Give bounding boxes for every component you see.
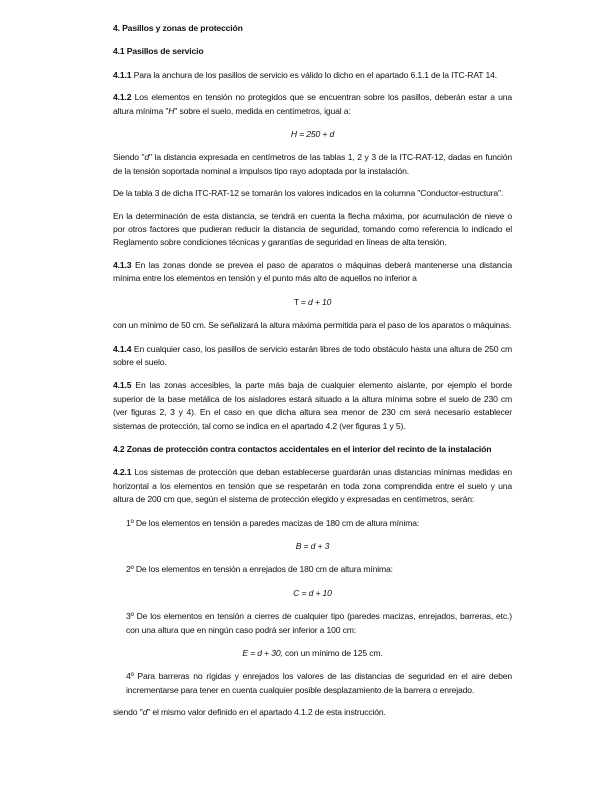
paragraph-text: " el mismo valor definido en el apartado 4.1.2 de esta instrucción.	[147, 707, 386, 718]
paragraph-4-1-3-minimum: con un mínimo de 50 cm. Se señalizará la altura máxima permitida para el paso de los aparatos o máquinas.	[113, 320, 512, 331]
clause-number: 4.1.3	[113, 259, 132, 270]
list-item-3: 3º De los elementos en tensión a cierres de cualquier tipo (paredes macizas, enrejados, barreras, etc.) con una altura que en ningún caso podrá ser inferior a 100 cm:	[126, 611, 512, 635]
section-heading: 4. Pasillos y zonas de protección	[113, 23, 243, 33]
clause-number: 4.1.2	[113, 92, 132, 103]
subsection-heading-4-2: 4.2 Zonas de protección contra contactos accidentales en el interior del recinto de la instalación	[113, 443, 492, 454]
paragraph-4-1-5	[113, 379, 512, 433]
paragraph-text: " la distancia expresada en centímetros de las tablas 1, 2 y 3 de la ITC-RAT-12, dadas en función de la tensión soportada nominal a impulsos tipo rayo adoptada por la instalación.	[113, 152, 512, 176]
formula-h: H = 250 + d	[290, 129, 335, 140]
paragraph-text: " sobre el suelo, medida en centímetros, igual a:	[174, 105, 351, 116]
paragraph-4-2-1	[113, 466, 512, 506]
formula-b: B = d + 3	[295, 540, 330, 551]
paragraph-text: Los elementos en tensión no protegidos que se encuentran sobre los pasillos, deberán estar a una altura mínima "	[113, 92, 512, 116]
paragraph-4-1-2-table: De la tabla 3 de dicha ITC-RAT-12 se tomarán los valores indicados en la columna "Conductor-estructura".	[113, 188, 504, 199]
clause-number: 4.1.5	[113, 380, 132, 391]
paragraph-text: En las zonas accesibles, la parte más baja de cualquier elemento aislante, por ejemplo el borde superior de la base metálica de los aisladores estará situado a la altura mínima sobre el suelo de 230 cm (ver figuras 2, 3 y 4). En el caso en que dicha altura sea menor de 230 cm será necesario establecer sistemas de protección, tal como se indica en el apartado 4.2 (ver figuras 1 y 5).	[113, 380, 512, 431]
variable: H	[168, 105, 175, 116]
variable: d	[142, 707, 148, 718]
paragraph-text: Para la anchura de los pasillos de servicio es válido lo dicho en el apartado 6.1.1 de la ITC-RAT 14.	[131, 69, 497, 80]
clause-number: 4.2.1	[113, 467, 132, 478]
paragraph-text: siendo "	[113, 707, 143, 718]
closing-paragraph	[113, 706, 512, 719]
list-item-2: 2º De los elementos en tensión a enrejados de 180 cm de altura mínima:	[126, 564, 393, 575]
paragraph-4-1-3	[113, 259, 512, 286]
formula-c: C = d + 10	[293, 587, 332, 598]
paragraph-text: En las zonas donde se prevea el paso de aparatos o máquinas deberá mantenerse una distancia mínima entre los elementos en tensión y el punto más alto de aquellos no inferior a	[113, 259, 512, 284]
paragraph-text: Los sistemas de protección que deban establecerse guardarán unas distancias mínimas medidas en horizontal a los elementos en tensión que se respetarán en toda zona comprendida entre el suelo y una altura de 200 cm que, según el sistema de protección elegido y expresadas en centímetros, serán:	[113, 467, 512, 505]
subsection-heading-4-1: 4.1 Pasillos de servicio	[113, 46, 204, 57]
paragraph-4-1-1	[113, 69, 512, 82]
variable: d	[144, 152, 150, 163]
formula-rhs: d + 10	[308, 296, 332, 307]
clause-number: 4.1.1	[113, 69, 132, 80]
clause-number: 4.1.4	[113, 343, 132, 354]
paragraph-4-1-2-definition	[113, 151, 512, 178]
list-item-1: 1º De los elementos en tensión a paredes macizas de 180 cm de altura mínima:	[126, 517, 420, 528]
formula-expression: E = d + 30,	[242, 648, 283, 658]
paragraph-text: En cualquier caso, los pasillos de servicio estarán libres de todo obstáculo hasta una altura de 250 cm sobre el suelo.	[113, 343, 512, 367]
formula-t	[113, 296, 512, 309]
formula-e	[113, 647, 512, 660]
paragraph-4-1-4	[113, 343, 512, 370]
formula-lhs: T =	[293, 296, 309, 307]
paragraph-4-1-2	[113, 91, 512, 118]
paragraph-4-1-2-flecha: En la determinación de esta distancia, se tendrá en cuenta la flecha máxima, por acumulación de nieve o por otros factores que pudieran reducir la distancia de seguridad, tomando como referencia lo indicado el Reglamento sobre condiciones técnicas y garantías de seguridad en líneas de alta tensión.	[113, 210, 512, 248]
list-item-4: 4º Para barreras no rígidas y enrejados los valores de las distancias de seguridad en el aire deben incrementarse para tener en cuenta cualquier posible desplazamiento de la barrera o enrejado.	[126, 671, 512, 695]
paragraph-text: Siendo "	[113, 152, 145, 163]
formula-note: con un mínimo de 125 cm.	[282, 648, 383, 658]
